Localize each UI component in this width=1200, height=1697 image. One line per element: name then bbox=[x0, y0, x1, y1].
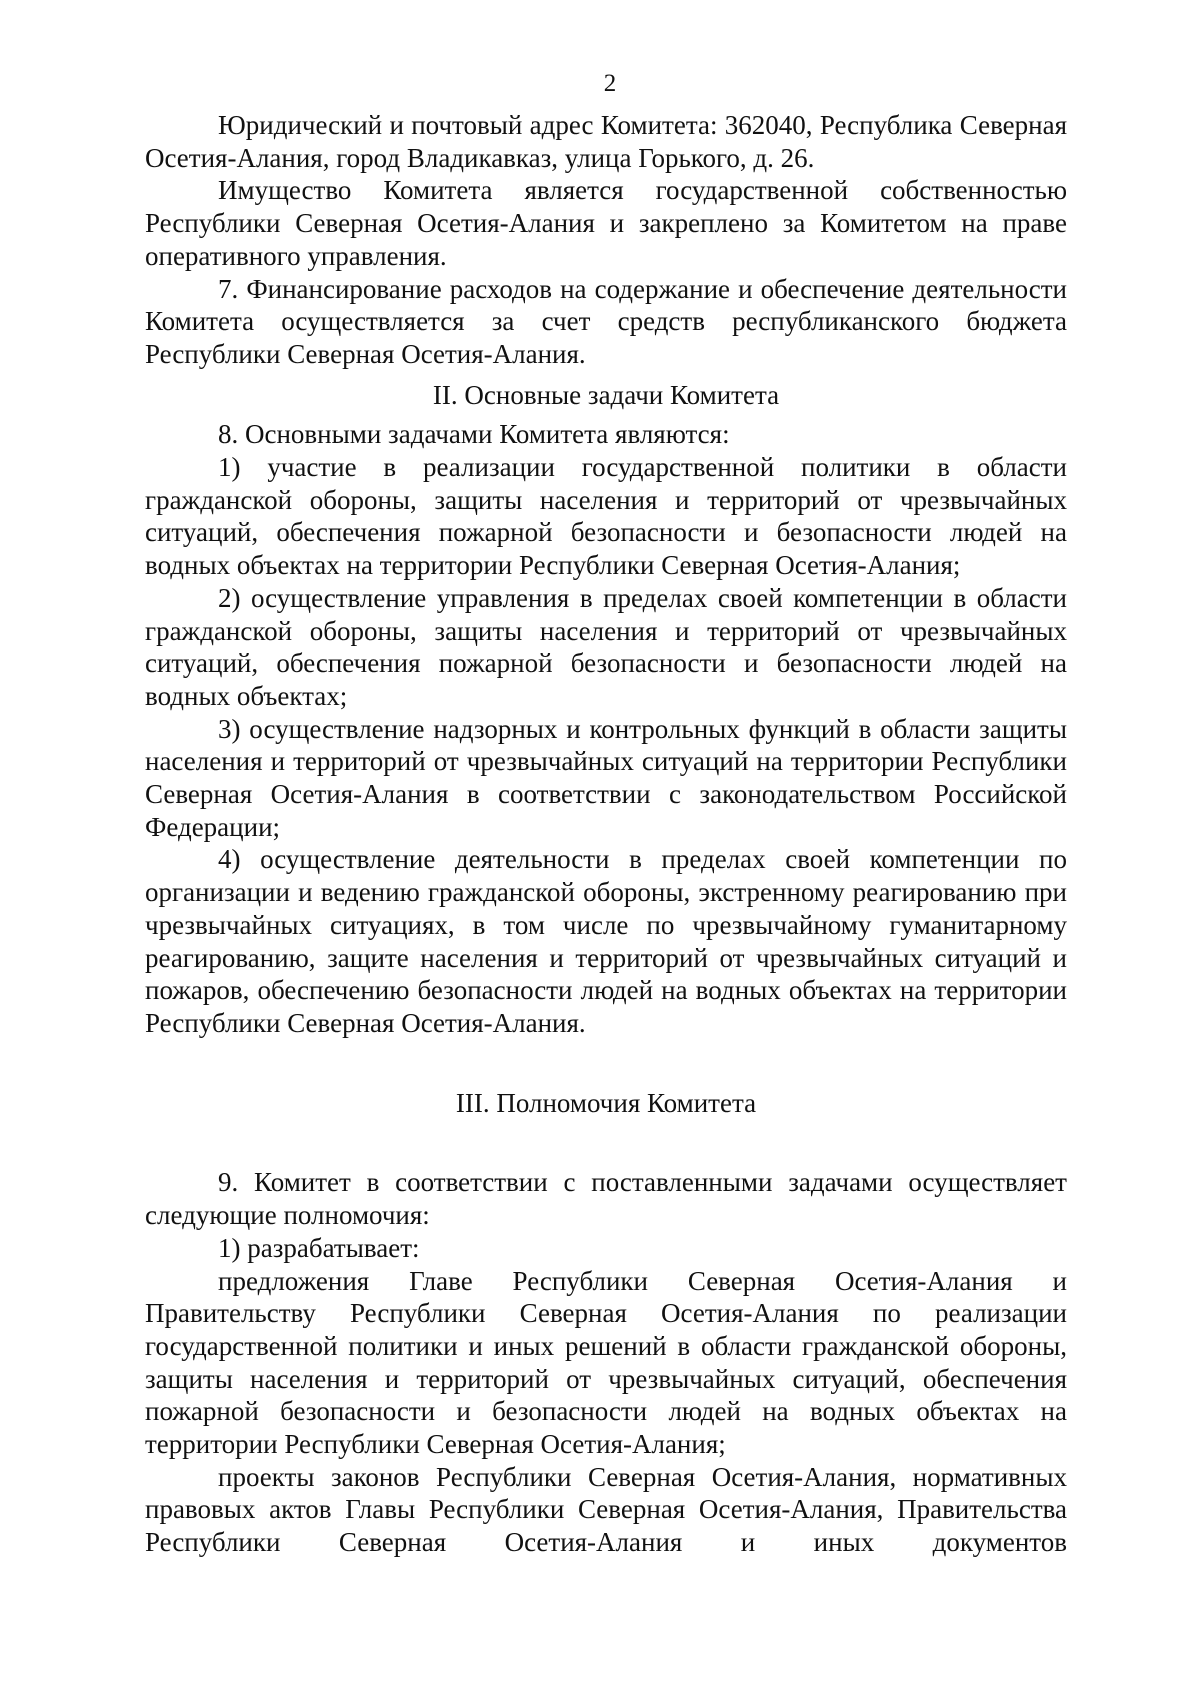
section-2-intro: 8. Основными задачами Комитета являются: bbox=[218, 419, 730, 450]
document-page bbox=[145, 70, 1067, 1559]
section-3-item-proposals: предложения Главе Республики Северная Осетия-Алания и Правительству Республики Северная Осетия-Алания по реализации государственной политики и иных решений в области гражданской обороны, защиты населения и территорий от чрезвычайных ситуаций, обеспечения пожарной безопасности и безопасности людей на водных объектах на территории Республики Северная Осетия-Алания; bbox=[145, 1265, 1067, 1460]
section-2-heading: II. Основные задачи Комитета bbox=[432, 379, 780, 410]
legal-address-paragraph: Юридический и почтовый адрес Комитета: 362040, Республика Северная Осетия-Алания, город Владикавказ, улица Горького, д. 26. bbox=[145, 110, 1067, 173]
property-paragraph: Имущество Комитета является государственной собственностью Республики Северная Осетия-Алания и закреплено за Комитетом на праве оперативного управления. bbox=[145, 175, 1067, 271]
section-2-item-3: 3) осуществление надзорных и контрольных функций в области защиты населения и территорий от чрезвычайных ситуаций на территории Республики Северная Осетия-Алания в соответствии с законодательством Российской Федерации; bbox=[145, 713, 1067, 842]
section-2-item-2: 2) осуществление управления в пределах своей компетенции в области гражданской обороны, защиты населения и территорий от чрезвычайных ситуаций, обеспечения пожарной безопасности и безопасности людей на водных объектах; bbox=[145, 582, 1067, 711]
section-3-heading: III. Полномочия Комитета bbox=[455, 1087, 757, 1118]
section-3-sub-1: 1) разрабатывает: bbox=[218, 1232, 420, 1263]
page-number: 2 bbox=[603, 70, 617, 97]
section-2-item-4: 4) осуществление деятельности в пределах своей компетенции по организации и ведению гражданской обороны, экстренному реагированию при чрезвычайных ситуациях, в том числе по чрезвычайному гуманитарному реагированию, защите населения и территорий от чрезвычайных ситуаций и пожаров, обеспечению безопасности людей на водных объектах на территории Республики Северная Осетия-Алания. bbox=[145, 844, 1067, 1038]
section-3-intro: 9. Комитет в соответствии с поставленными задачами осуществляет следующие полномочия: bbox=[145, 1167, 1067, 1231]
section-3-item-draft-laws: проекты законов Республики Северная Осетия-Алания, нормативных правовых актов Главы Республики Северная Осетия-Алания, Правительства Республики Северная Осетия-Алания и иных документов bbox=[145, 1461, 1067, 1558]
financing-paragraph: 7. Финансирование расходов на содержание и обеспечение деятельности Комитета осуществляется за счет средств республиканского бюджета Республики Северная Осетия-Алания. bbox=[145, 273, 1067, 369]
section-2-item-1: 1) участие в реализации государственной политики в области гражданской обороны, защиты населения и территорий от чрезвычайных ситуаций, обеспечения пожарной безопасности и безопасности людей на водных объектах на территории Республики Северная Осетия-Алания; bbox=[145, 452, 1067, 581]
